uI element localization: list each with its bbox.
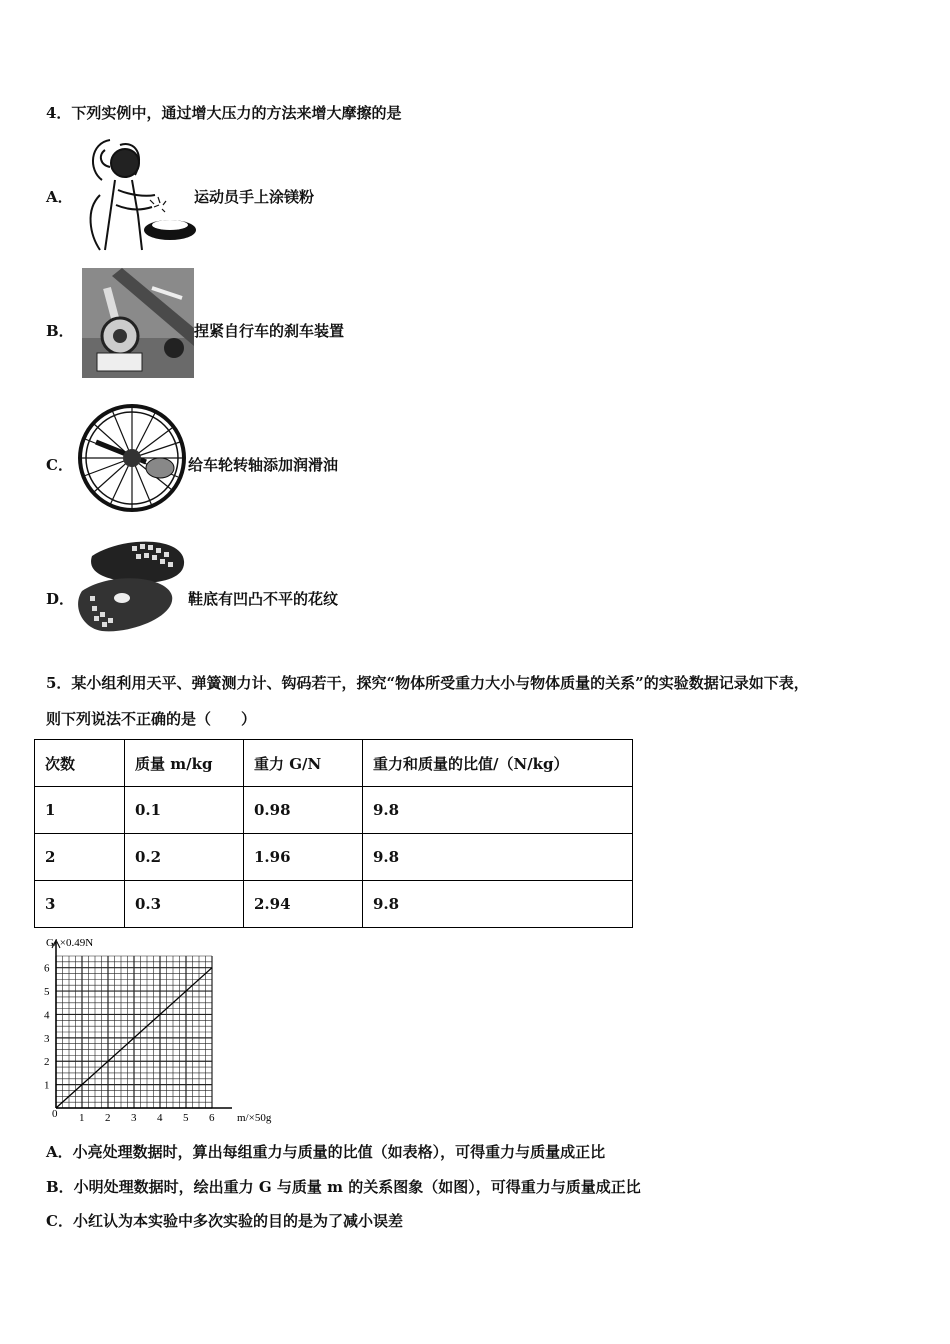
shoe-sole-icon [72,536,188,636]
x-tick-label: 2 [105,1112,111,1124]
gymnast-chalk-icon [80,135,198,253]
option-a-letter: A． [46,188,73,206]
table-cell: 1 [35,787,125,834]
y-tick-label: 5 [44,986,50,999]
table-cell: 9.8 [363,881,633,928]
table-header-row [35,740,633,787]
x-tick-label: 4 [157,1112,163,1124]
wheel-axle-icon [76,402,188,514]
option-a-text: 运动员手上涂镁粉 [194,188,315,206]
table-cell: 0.1 [125,787,244,834]
bike-brake-icon [82,268,194,378]
question-5-title-line2: 则下列说法不正确的是（ ） [46,710,257,728]
table-cell: 3 [35,881,125,928]
choice-c: C．小红认为本实验中多次实验的目的是为了减小误差 [46,1212,403,1230]
chart-axes [52,940,232,1108]
y-tick-label: 1 [44,1079,50,1092]
table-cell: 2.94 [244,881,363,928]
table-cell: 1.96 [244,834,363,881]
option-d-text: 鞋底有凹凸不平的花纹 [188,590,339,608]
table-row [35,834,633,881]
question-5-title-line1: 5．某小组利用天平、弹簧测力计、钩码若干，探究“物体所受重力大小与物体质量的关系”的实验数据记录如下表， [46,674,809,692]
g-m-graph [34,932,294,1128]
table-header-cell: 次数 [35,740,125,787]
x-tick-label: 6 [209,1112,215,1124]
table-cell: 0.2 [125,834,244,881]
table-header-cell: 质量 m/kg [125,740,244,787]
option-c-letter: C． [46,456,73,474]
y-tick-label: 6 [44,962,50,975]
x-axis-label: m/×50g [237,1112,272,1124]
option-d-letter: D． [46,590,75,608]
y-axis-label: G/ ×0.49N [46,937,94,949]
question-4-title: 4．下列实例中，通过增大压力的方法来增大摩擦的是 [46,104,402,122]
origin-label: 0 [52,1108,58,1120]
table-row [35,881,633,928]
x-tick-label: 5 [183,1112,189,1124]
table-cell: 2 [35,834,125,881]
x-tick-label: 1 [79,1112,85,1124]
y-tick-label: 2 [44,1056,50,1069]
option-c-text: 给车轮转轴添加润滑油 [188,456,339,474]
table-cell: 0.98 [244,787,363,834]
table-header-cell: 重力 G/N [244,740,363,787]
y-tick-label: 3 [44,1032,50,1045]
table-header-cell: 重力和质量的比值/（N/kg） [363,740,633,787]
table-cell: 9.8 [363,787,633,834]
x-tick-label: 3 [131,1112,137,1124]
table-row [35,787,633,834]
chart-grid [56,956,212,1108]
option-b-letter: B． [46,322,74,340]
choice-b: B．小明处理数据时，绘出重力 G 与质量 m 的关系图象（如图），可得重力与质量成正比 [46,1178,641,1196]
table-cell: 9.8 [363,834,633,881]
table-cell: 0.3 [125,881,244,928]
data-table [34,739,633,928]
option-b-text: 捏紧自行车的刹车装置 [194,322,345,340]
y-tick-label: 4 [44,1009,50,1022]
choice-a: A．小亮处理数据时，算出每组重力与质量的比值（如表格），可得重力与质量成正比 [46,1143,606,1161]
chart-ticks [44,963,215,1124]
